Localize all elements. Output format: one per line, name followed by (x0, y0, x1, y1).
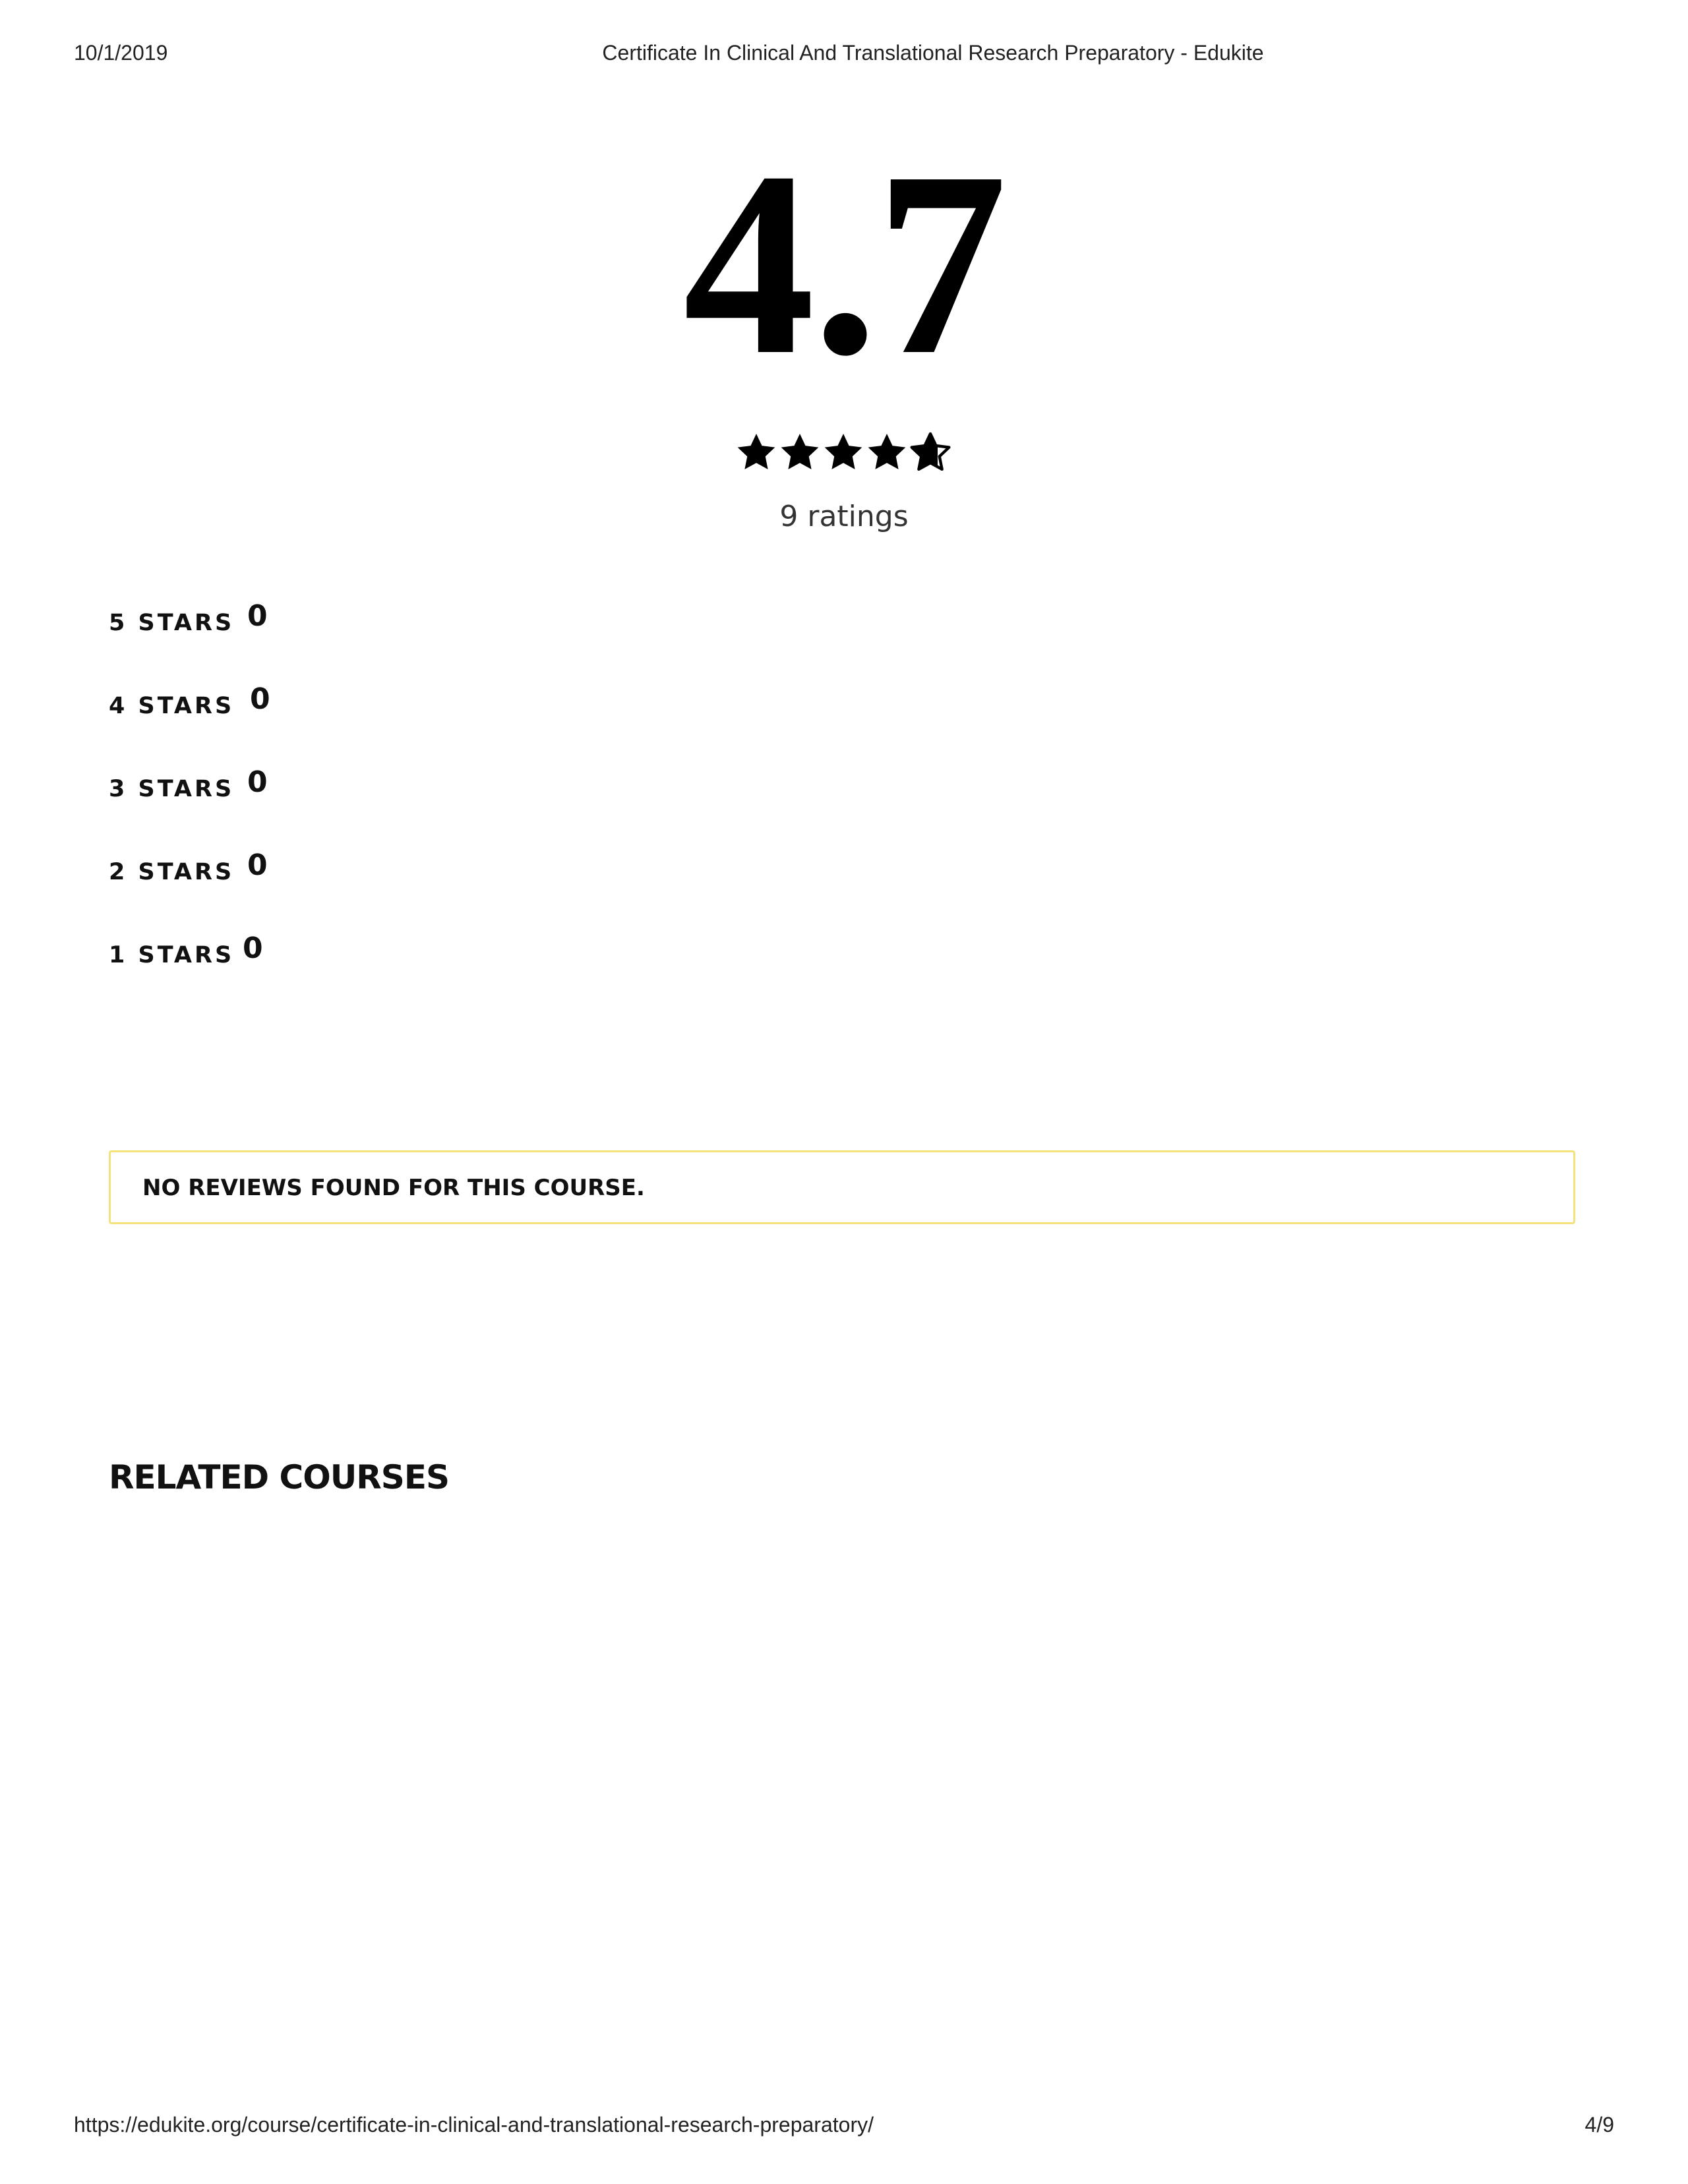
star-icon (735, 428, 778, 481)
print-header (0, 41, 1688, 67)
breakdown-label: 5 STARS (109, 610, 235, 636)
rating-breakdown (109, 597, 504, 1012)
print-date: 10/1/2019 (74, 41, 168, 65)
breakdown-label: 2 STARS (109, 859, 235, 885)
print-url: https://edukite.org/course/certificate-in-clinical-and-translational-research-preparatory/ (74, 2113, 874, 2137)
star-rating (735, 428, 952, 481)
related-courses-heading: RELATED COURSES (109, 1458, 449, 1496)
breakdown-row-5 (109, 597, 504, 680)
star-icon (778, 428, 822, 481)
star-icon (865, 428, 909, 481)
breakdown-count: 0 (247, 599, 268, 633)
no-reviews-notice (109, 1150, 1575, 1224)
breakdown-row-1 (109, 929, 504, 1012)
breakdown-row-3 (109, 763, 504, 846)
breakdown-row-2 (109, 846, 504, 929)
average-rating: 4.7 (683, 117, 1005, 409)
breakdown-count: 0 (250, 682, 270, 716)
ratings-count: 9 ratings (779, 500, 909, 533)
breakdown-count: 0 (243, 931, 263, 965)
star-half-icon (909, 428, 952, 481)
star-icon (822, 428, 865, 481)
breakdown-row-4 (109, 680, 504, 763)
breakdown-label: 1 STARS (109, 942, 235, 968)
breakdown-count: 0 (247, 848, 268, 882)
breakdown-label: 3 STARS (109, 776, 235, 802)
print-page-title: Certificate In Clinical And Translational Research Preparatory - Edukite (602, 41, 1264, 65)
breakdown-label: 4 STARS (109, 693, 235, 719)
breakdown-count: 0 (247, 765, 268, 799)
print-footer (0, 2113, 1688, 2139)
no-reviews-text: NO REVIEWS FOUND FOR THIS COURSE. (142, 1175, 645, 1201)
print-page-number: 4/9 (1584, 2113, 1614, 2137)
